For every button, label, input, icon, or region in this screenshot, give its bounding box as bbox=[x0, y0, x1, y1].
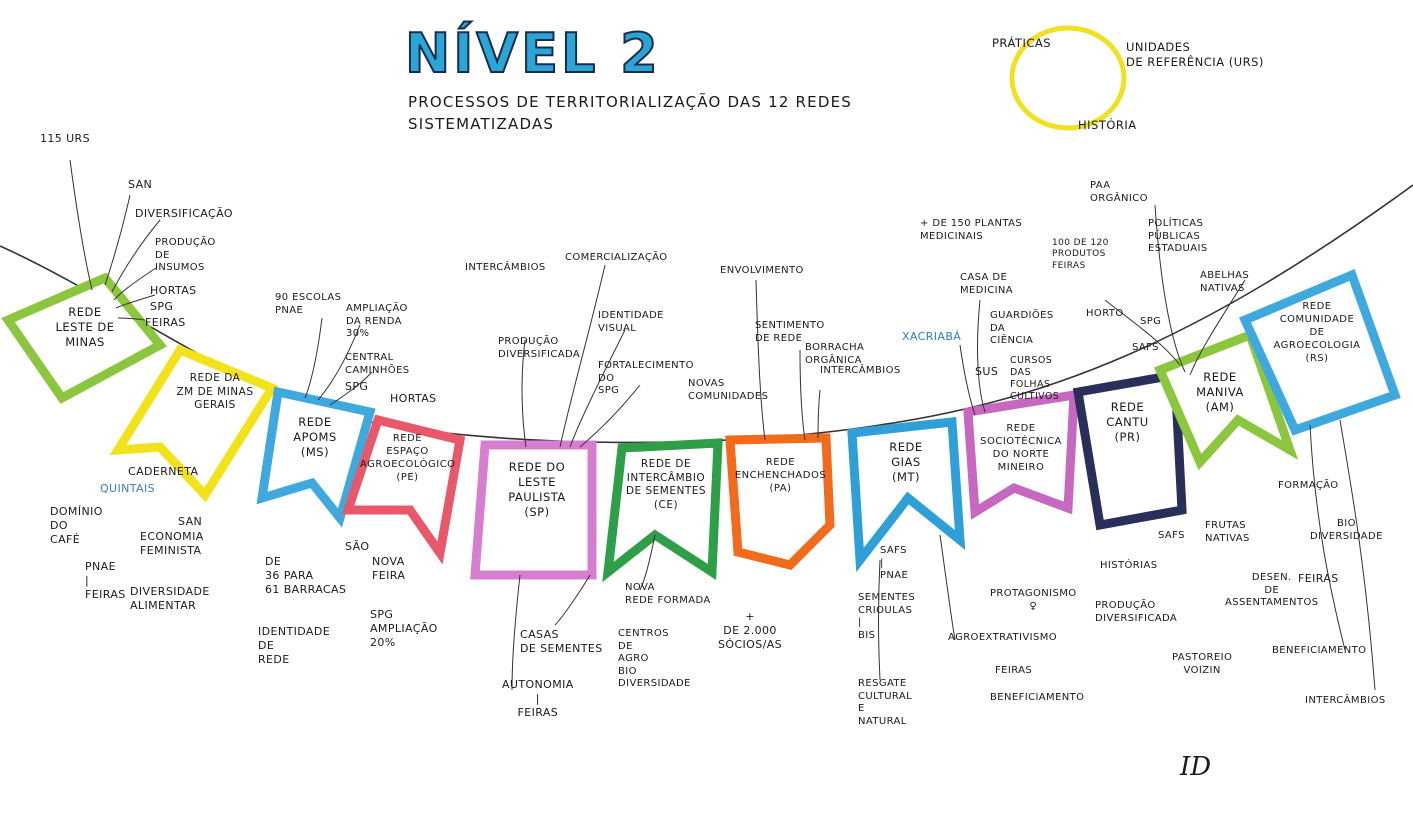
annotation: AMPLIAÇÃO DA RENDA 30% bbox=[346, 303, 408, 339]
annotation: NOVA REDE FORMADA bbox=[625, 582, 711, 606]
annotation: CASA DE MEDICINA bbox=[960, 272, 1014, 296]
annotation: ABELHAS NATIVAS bbox=[1200, 270, 1250, 294]
annotation: INTERCÂMBIOS bbox=[820, 365, 901, 376]
annotation: FEIRAS bbox=[1298, 572, 1339, 585]
annotation: BORRACHA ORGÂNICA bbox=[805, 342, 865, 366]
annotation: SÃO bbox=[345, 540, 370, 553]
annotation: PROTAGONISMO ♀ bbox=[990, 588, 1077, 612]
flag-label-3: REDE APOMS (MS) bbox=[293, 415, 337, 459]
annotation: PAA ORGÂNICO bbox=[1090, 180, 1148, 204]
annotation: COMERCIALIZAÇÃO bbox=[565, 252, 668, 263]
annotation: + DE 2.000 SÓCIOS/AS bbox=[718, 610, 783, 651]
annotation: FEIRAS bbox=[145, 316, 186, 329]
annotation: 90 ESCOLAS PNAE bbox=[275, 292, 342, 316]
annotation: FRUTAS NATIVAS bbox=[1205, 520, 1250, 544]
annotation: HORTAS bbox=[150, 284, 197, 297]
annotation: FORMAÇÃO bbox=[1278, 480, 1339, 491]
annotation: PNAE | FEIRAS bbox=[85, 560, 126, 601]
flag-label-2: REDE DA ZM DE MINAS GERAIS bbox=[176, 372, 254, 412]
annotation: BENEFICIAMENTO bbox=[1272, 645, 1367, 656]
flag-label-9: REDE SOCIOTÉCNICA DO NORTE MINEIRO bbox=[980, 423, 1062, 473]
annotation: HISTÓRIAS bbox=[1100, 560, 1158, 571]
annotation: SPG bbox=[150, 300, 174, 313]
annotation: FORTALECIMENTO DO SPG bbox=[598, 360, 694, 396]
annotation: DIVERSIFICAÇÃO bbox=[135, 207, 233, 220]
annotation: SAFS | PNAE bbox=[880, 545, 909, 581]
annotation: HORTO bbox=[1086, 308, 1124, 319]
annotation: CADERNETA bbox=[128, 465, 199, 478]
annotation: BIO DIVERSIDADE bbox=[1310, 518, 1383, 542]
annotation: INTERCÂMBIOS bbox=[465, 262, 546, 273]
annotation: NOVAS COMUNIDADES bbox=[688, 378, 769, 402]
annotation: PASTOREIO VOIZIN bbox=[1172, 652, 1233, 676]
annotation: SAFS bbox=[1132, 342, 1159, 353]
annotation: SAN bbox=[178, 515, 203, 528]
annotation: DE 36 PARA 61 BARRACAS bbox=[265, 555, 347, 596]
annotation: IDENTIDADE DE REDE bbox=[258, 625, 331, 666]
annotation: INTERCÂMBIOS bbox=[1305, 695, 1386, 706]
annotation: 100 DE 120 PRODUTOS FEIRAS bbox=[1052, 238, 1109, 271]
annotation: NOVA FEIRA bbox=[372, 555, 406, 582]
flag-label-11: REDE MANIVA (AM) bbox=[1196, 370, 1244, 414]
annotation: CASAS DE SEMENTES bbox=[520, 628, 603, 655]
annotation: SUS bbox=[975, 365, 999, 378]
annotation: ECONOMIA FEMINISTA bbox=[140, 530, 204, 557]
annotation: QUINTAIS bbox=[100, 482, 155, 495]
annotation: 115 URS bbox=[40, 132, 90, 145]
annotation: CENTRAL CAMINHÕES bbox=[345, 352, 410, 376]
flag-label-8: REDE GIAS (MT) bbox=[889, 440, 923, 484]
annotation: CURSOS DAS FOLHAS CULTIVOS bbox=[1010, 355, 1060, 402]
annotation: AGROEXTRATIVISMO bbox=[948, 632, 1058, 643]
ring-label-historia: HISTÓRIA bbox=[1078, 118, 1137, 132]
page-subtitle: PROCESSOS DE TERRITORIALIZAÇÃO DAS 12 REDES SISTEMATIZADAS bbox=[408, 93, 852, 133]
annotation: DOMÍNIO DO CAFÉ bbox=[50, 505, 103, 546]
annotation: DIVERSIDADE ALIMENTAR bbox=[130, 585, 210, 612]
annotation: HORTAS bbox=[390, 392, 437, 405]
flag-label-1: REDE LESTE DE MINAS bbox=[55, 305, 115, 349]
annotation: RESGATE CULTURAL E NATURAL bbox=[858, 678, 913, 727]
flag-label-7: REDE ENCHENCHADOS (PA) bbox=[734, 457, 827, 494]
flag-label-5: REDE DO LESTE PAULISTA (SP) bbox=[508, 460, 566, 519]
annotation: GUARDIÕES DA CIÊNCIA bbox=[990, 310, 1054, 346]
annotation: + DE 150 PLANTAS MEDICINAIS bbox=[920, 218, 1023, 242]
annotation: PRODUÇÃO DIVERSIFICADA bbox=[1095, 600, 1178, 624]
annotation: PRODUÇÃO DIVERSIFICADA bbox=[498, 336, 581, 360]
ring-label-unidades: UNIDADES DE REFERÊNCIA (URS) bbox=[1126, 40, 1264, 69]
flag-label-6: REDE DE INTERCÂMBIO DE SEMENTES (CE) bbox=[625, 458, 707, 511]
flag-label-4: REDE ESPAÇO AGROECOLÓGICO (PE) bbox=[360, 433, 456, 483]
annotation: SAN bbox=[128, 178, 153, 191]
annotation: XACRIABÁ bbox=[902, 330, 962, 343]
page-title: NÍVEL 2 bbox=[405, 22, 661, 85]
annotation: SPG bbox=[1140, 316, 1162, 327]
flag-10 bbox=[1078, 375, 1182, 525]
annotation: BENEFICIAMENTO bbox=[990, 692, 1085, 703]
annotation: IDENTIDADE VISUAL bbox=[598, 310, 664, 334]
annotation: CENTROS DE AGRO BIO DIVERSIDADE bbox=[618, 628, 691, 689]
annotation: POLÍTICAS PÚBLICAS ESTADUAIS bbox=[1148, 218, 1208, 254]
annotation: SENTIMENTO DE REDE bbox=[755, 320, 825, 344]
signature: ID bbox=[1180, 752, 1212, 782]
annotation: AUTONOMIA | FEIRAS bbox=[502, 678, 574, 719]
annotation: SPG bbox=[345, 380, 369, 393]
annotation: PRODUÇÃO DE INSUMOS bbox=[155, 237, 216, 273]
annotation: SEMENTES CRIOULAS | BIS bbox=[858, 592, 916, 641]
annotation: ENVOLVIMENTO bbox=[720, 265, 804, 276]
ring-label-praticas: PRÁTICAS bbox=[992, 36, 1052, 50]
annotation: SPG AMPLIAÇÃO 20% bbox=[370, 608, 438, 649]
flag-label-12: REDE COMUNIDADE DE AGROECOLOGIA (RS) bbox=[1273, 301, 1361, 364]
flag-label-10: REDE CANTU (PR) bbox=[1106, 400, 1149, 444]
annotation: DESEN. DE ASSENTAMENTOS bbox=[1225, 572, 1319, 608]
annotation: SAFS bbox=[1158, 530, 1185, 541]
annotation: FEIRAS bbox=[995, 665, 1033, 676]
